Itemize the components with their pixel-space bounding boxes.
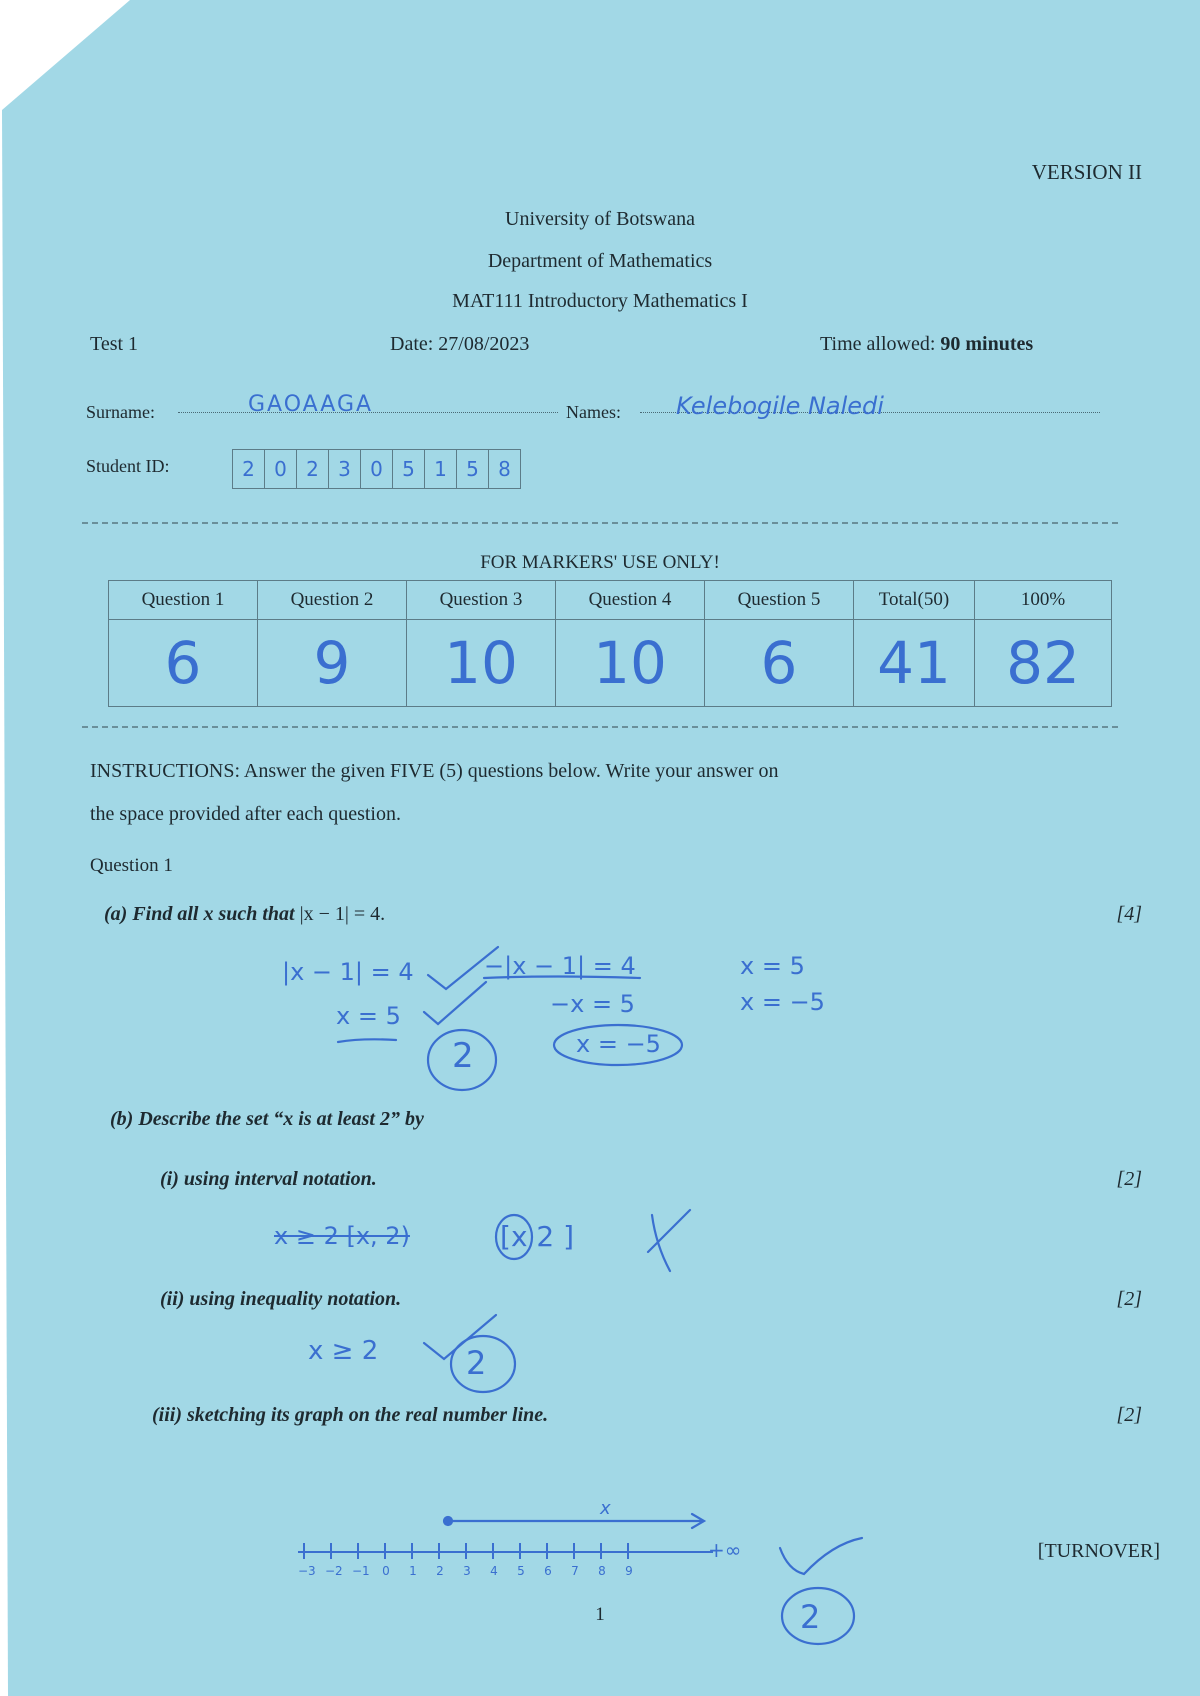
page-number: 1 [595, 1604, 605, 1625]
work-1a-line-1: |x − 1| = 4 [282, 958, 414, 986]
work-1a-line-4: −x = 5 [550, 990, 635, 1018]
work-1bi-rest: 2 ] [527, 1220, 575, 1253]
surname-label: Surname: [86, 402, 155, 422]
markers-header-row [109, 581, 1112, 620]
turnover-label: [TURNOVER] [1037, 1540, 1160, 1562]
header-percent: 100% [975, 581, 1112, 620]
time-allowed [820, 333, 1033, 356]
header-question-5: Question 5 [705, 581, 854, 620]
student-id-label: Student ID: [86, 456, 170, 476]
test-date: Date: 27/08/2023 [390, 333, 530, 355]
score-question-5: 6 [705, 620, 854, 707]
header-question-4: Question 4 [556, 581, 705, 620]
tick-label: −3 [298, 1564, 316, 1578]
work-1a-line-2: x = 5 [336, 1002, 401, 1030]
score-1bii: 2 [466, 1344, 487, 1382]
id-digit: 2 [297, 450, 329, 488]
tick-label: 5 [517, 1564, 525, 1578]
tick-mark [519, 1543, 523, 1559]
number-line-infinity: +∞ [708, 1538, 742, 1562]
tick-mark [303, 1543, 307, 1559]
tick-label: −2 [325, 1564, 343, 1578]
header-question-2: Question 2 [258, 581, 407, 620]
score-question-2: 9 [258, 620, 407, 707]
work-1a-line-5: x = −5 [576, 1030, 661, 1058]
divider-bottom [82, 726, 1118, 728]
question-1bii-marks: [2] [1116, 1288, 1142, 1310]
number-line-axis-label: x [600, 1498, 611, 1519]
course-title: MAT111 Introductory Mathematics I [452, 290, 748, 312]
header-question-3: Question 3 [407, 581, 556, 620]
score-1biii: 2 [800, 1598, 821, 1636]
university-name: University of Botswana [505, 208, 695, 230]
tick-mark [330, 1543, 334, 1559]
question-1bi-marks: [2] [1116, 1168, 1142, 1190]
time-allowed-label: Time allowed: [820, 333, 936, 355]
work-1bi-answer [500, 1220, 574, 1253]
tick-mark [546, 1543, 550, 1559]
work-1a-line-7: x = −5 [740, 988, 825, 1016]
header-total: Total(50) [854, 581, 975, 620]
tick-label: 2 [436, 1564, 444, 1578]
tick-label: 7 [571, 1564, 579, 1578]
names-label: Names: [566, 402, 621, 422]
score-percent: 82 [975, 620, 1112, 707]
test-label: Test 1 [90, 333, 139, 355]
names-value: Kelebogile Naledi [676, 392, 884, 420]
question-1bi-label: (i) using interval notation. [160, 1168, 377, 1190]
work-1a-line-3: −|x − 1| = 4 [484, 952, 636, 980]
question-1a-text [104, 903, 385, 926]
tick-mark [573, 1543, 577, 1559]
department-name: Department of Mathematics [487, 250, 713, 272]
header-question-1: Question 1 [109, 581, 258, 620]
tick-mark [627, 1543, 631, 1559]
score-total: 41 [854, 620, 975, 707]
tick-mark [357, 1543, 361, 1559]
question-1-title: Question 1 [90, 855, 173, 876]
question-1biii-label: (iii) sketching its graph on the real number line. [152, 1404, 549, 1426]
markers-table [108, 580, 1112, 707]
id-digit: 8 [498, 457, 511, 481]
question-1a-expression: |x − 1| = 4. [299, 903, 386, 925]
question-1b-label: (b) Describe the set “x is at least 2” by [110, 1108, 424, 1130]
id-digit: 3 [329, 450, 361, 488]
score-question-3: 10 [407, 620, 556, 707]
version-label: VERSION II [1031, 160, 1142, 184]
id-digit: 5 [393, 450, 425, 488]
tick-label: −1 [352, 1564, 370, 1578]
work-1bi-struck: x ≥ 2 [x, 2) [274, 1222, 410, 1250]
id-digit: 0 [361, 450, 393, 488]
id-digit: 5 [457, 450, 489, 488]
tick-mark [411, 1543, 415, 1559]
markers-score-row [109, 620, 1112, 707]
work-1a-line-6: x = 5 [740, 952, 805, 980]
work-1bi-x: x [510, 1220, 528, 1253]
tick-mark [492, 1543, 496, 1559]
question-1a-marks: [4] [1116, 903, 1142, 925]
tick-label: 4 [490, 1564, 498, 1578]
tick-mark [465, 1543, 469, 1559]
tick-label: 6 [544, 1564, 552, 1578]
tick-label: 9 [625, 1564, 633, 1578]
tick-label: 3 [463, 1564, 471, 1578]
tick-mark [438, 1543, 442, 1559]
score-question-1: 6 [109, 620, 258, 707]
question-1a-label: (a) Find all x such that [104, 903, 295, 925]
student-id-boxes [232, 449, 521, 489]
markers-title: FOR MARKERS' USE ONLY! [480, 552, 720, 573]
id-digit: 0 [265, 450, 297, 488]
id-digit: 2 [233, 450, 265, 488]
id-digit: 1 [425, 450, 457, 488]
instructions-line-1: INSTRUCTIONS: Answer the given FIVE (5) questions below. Write your answer on [90, 760, 779, 782]
question-1bii-label: (ii) using inequality notation. [160, 1288, 402, 1310]
instructions-line-2: the space provided after each question. [90, 803, 401, 825]
score-1a: 2 [452, 1036, 474, 1076]
tick-mark [600, 1543, 604, 1559]
tick-label: 8 [598, 1564, 606, 1578]
divider-top [82, 522, 1118, 524]
surname-value: GAOAAGA [248, 392, 374, 417]
tick-label: 1 [409, 1564, 417, 1578]
score-question-4: 10 [556, 620, 705, 707]
time-allowed-value: 90 minutes [940, 333, 1034, 355]
work-1bii-answer: x ≥ 2 [308, 1336, 379, 1366]
tick-mark [384, 1543, 388, 1559]
tick-label: 0 [382, 1564, 390, 1578]
work-1bi-open: [ [500, 1220, 511, 1253]
question-1biii-marks: [2] [1116, 1404, 1142, 1426]
